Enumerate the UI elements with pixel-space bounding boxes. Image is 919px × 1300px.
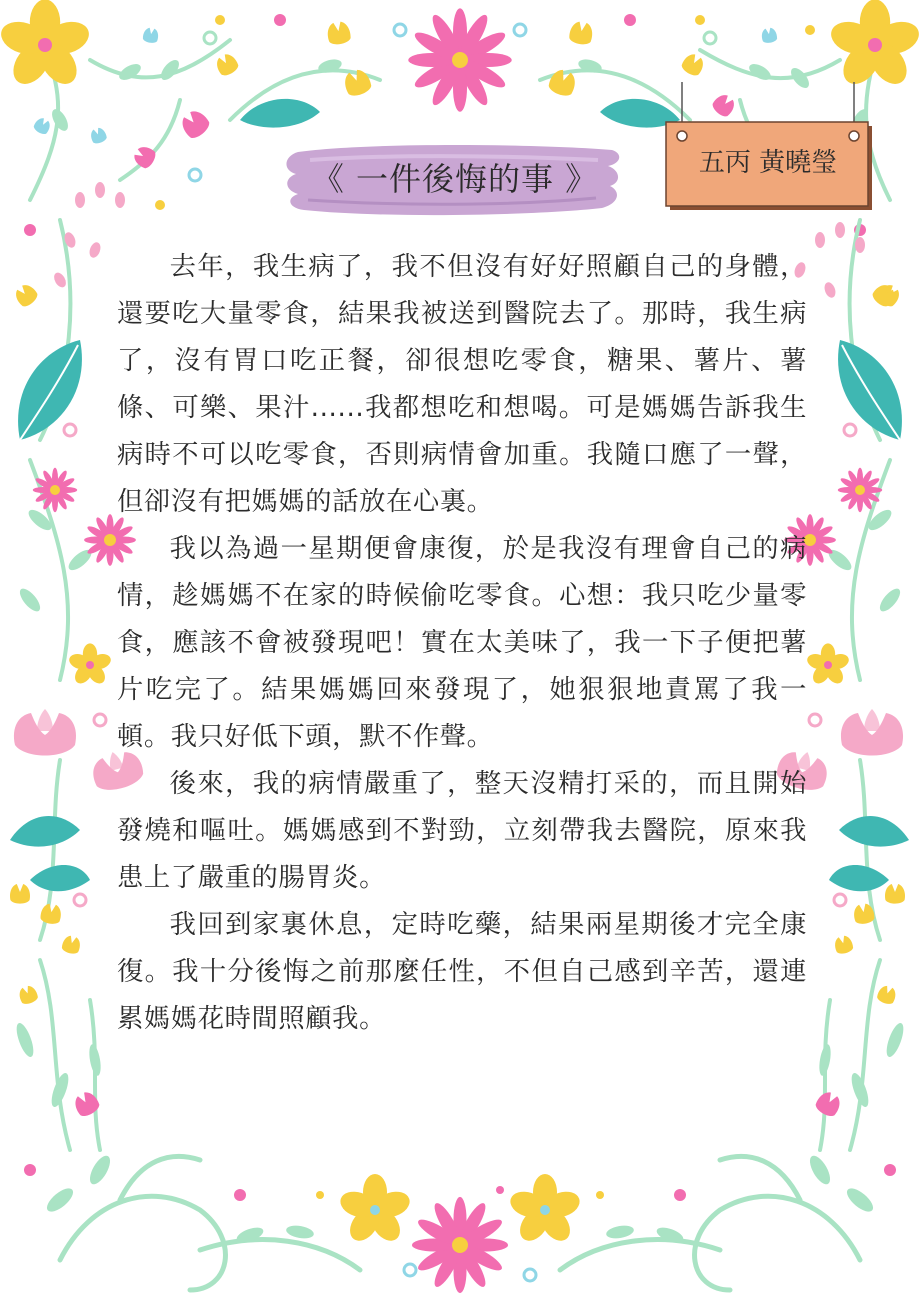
- author-label: 五丙 黃曉瑩: [698, 148, 838, 178]
- essay-paragraph: 後來，我的病情嚴重了，整天沒精打采的，而且開始發燒和嘔吐。媽媽感到不對勁，立刻帶我去醫院，原來我患上了嚴重的腸胃炎。: [117, 769, 807, 893]
- page-title: 《 一件後悔的事 》: [311, 160, 599, 198]
- title-banner: [280, 138, 630, 220]
- author-sign: [664, 82, 876, 214]
- essay-paragraph: 去年，我生病了，我不但沒有好好照顧自己的身體，還要吃大量零食，結果我被送到醫院去了。那時，我生病了，沒有胃口吃正餐，卻很想吃零食，糖果、薯片、薯條、可樂、果汁......我都想吃和想喝。可是媽媽告訴我生病時不可以吃零食，否則病情會加重。我隨口應了一聲，但卻沒有把媽媽的話放在心裏。: [117, 252, 807, 517]
- essay-paragraph: 我回到家裏休息，定時吃藥，結果兩星期後才完全康復。我十分後悔之前那麼任性，不但自己感到辛苦，還連累媽媽花時間照顧我。: [117, 910, 807, 1034]
- essay-paragraph: 我以為過一星期便會康復，於是我沒有理會自己的病情，趁媽媽不在家的時候偷吃零食。心想：我只吃少量零食，應該不會被發現吧！實在太美味了，我一下子便把薯片吃完了。結果媽媽回來發現了，她狠狠地責罵了我一頓。我只好低下頭，默不作聲。: [117, 534, 807, 752]
- essay-body: [117, 244, 807, 1043]
